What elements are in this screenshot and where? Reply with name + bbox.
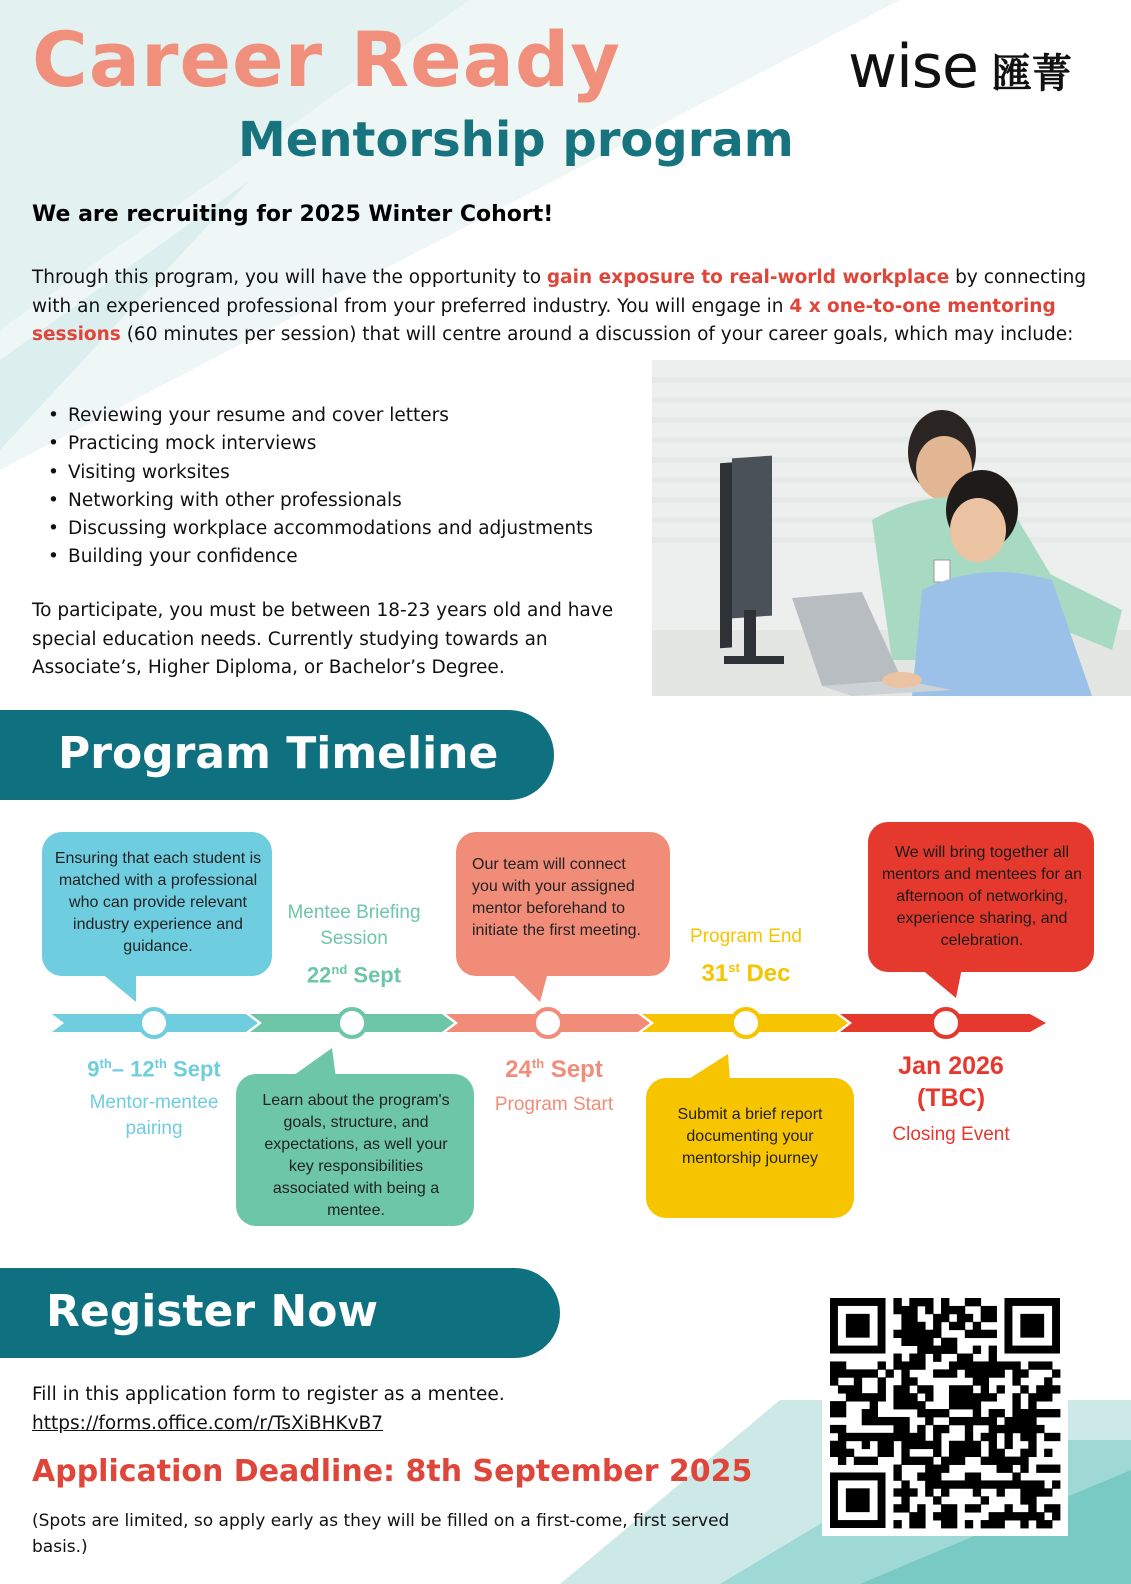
qr-finder-pattern [1020, 1314, 1044, 1338]
milestone-4-date [656, 960, 836, 988]
register-block [32, 1380, 505, 1438]
m1-sup-b: th [154, 1056, 167, 1071]
list-item: • Discussing workplace accommodations and adjustments [48, 515, 648, 543]
page-subtitle: Mentorship program [238, 112, 794, 168]
page-title: Career Ready [32, 15, 621, 104]
intro-paragraph [32, 264, 1102, 350]
mentoring-photo [652, 360, 1131, 696]
m3-sup: th [531, 1056, 545, 1071]
m1-month: Sept [166, 1056, 221, 1082]
milestone-4-title: Program End [690, 926, 802, 947]
registration-qr-code[interactable] [822, 1290, 1068, 1536]
milestone-5-label: Closing Event [892, 1124, 1010, 1145]
list-item: • Visiting worksites [48, 459, 648, 487]
milestone-3-date [454, 1056, 654, 1084]
milestone-marker-2 [338, 1009, 366, 1037]
m1-day-a: 9 [87, 1056, 100, 1082]
m3-day: 24 [505, 1056, 532, 1083]
milestone-2-date [254, 962, 454, 988]
milestone-5-tbc: (TBC) [916, 1084, 986, 1112]
milestone-1-date [54, 1056, 254, 1082]
intro-text: by connecting with an experienced professional from your preferred industry. You will engage in [32, 267, 1087, 317]
qr-finder-pattern [846, 1314, 870, 1338]
milestone-marker-5 [932, 1009, 960, 1037]
logo-cjk: 匯菁 [991, 51, 1072, 97]
list-item: • Networking with other professionals [48, 487, 648, 515]
register-banner [0, 1268, 560, 1358]
bubble-5-text: We will bring together all mentors and mentees for an afternoon of networking, experience sharing, and celebration. [881, 844, 1083, 949]
m2-sup: nd [331, 962, 348, 977]
bubble-2-text: Learn about the program's goals, structure, and expectations, as well your key responsibilities associated with being a mentee. [262, 1092, 450, 1219]
m2-day: 22 [306, 962, 332, 988]
milestone-marker-1 [140, 1009, 168, 1037]
milestone-1-label: Mentor-mentee pairing [89, 1092, 219, 1139]
intro-text: Through this program, you will have the opportunity to [32, 267, 547, 288]
bubble-4-text: Submit a brief report documenting your mentorship journey [677, 1106, 823, 1167]
list-item: • Reviewing your resume and cover letters [48, 402, 648, 430]
m2-month: Sept [347, 962, 402, 988]
bubble-3-text: Our team will connect you with your assigned mentor beforehand to initiate the first meeting. [472, 856, 641, 939]
recruit-heading: We are recruiting for 2025 Winter Cohort! [32, 202, 554, 227]
benefits-list [48, 402, 648, 572]
m4-day: 31 [701, 960, 729, 987]
application-deadline: Application Deadline: 8th September 2025 [32, 1454, 753, 1489]
milestone-5-date: Jan 2026 [898, 1052, 1004, 1080]
list-item: • Practicing mock interviews [48, 430, 648, 458]
bubble-1-text: Ensuring that each student is matched with a professional who can provide relevant industry experience and guidance. [54, 850, 262, 955]
program-timeline [0, 812, 1131, 1252]
register-banner-title: Register Now [46, 1286, 379, 1337]
qr-finder-pattern [846, 1488, 870, 1512]
milestone-2-title: Mentee Briefing Session [287, 902, 421, 949]
m3-month: Sept [544, 1056, 603, 1083]
list-item: • Building your confidence [48, 543, 648, 571]
wise-logo [848, 32, 1072, 102]
intro-highlight: gain exposure to real-world workplace [546, 267, 950, 288]
milestone-marker-3 [534, 1009, 562, 1037]
m4-month: Dec [739, 960, 791, 987]
eligibility-text: To participate, you must be between 18-23 years old and have special education needs. Currently studying towards an Associate’s, Higher Diploma, or Bachelor’s Degree. [32, 600, 614, 678]
m1-day-rest: – 12 [111, 1056, 155, 1082]
m1-sup-a: th [99, 1056, 112, 1071]
intro-highlight: 4 x one-to-one mentoring sessions [32, 295, 1056, 345]
timeline-banner-title: Program Timeline [58, 728, 499, 779]
spots-note: (Spots are limited, so apply early as they will be filled on a first-come, first served basis.) [32, 1511, 730, 1557]
timeline-banner [0, 710, 554, 800]
milestone-marker-4 [732, 1009, 760, 1037]
register-instruction: Fill in this application form to register as a mentee. [32, 1384, 505, 1405]
m4-sup: st [728, 960, 740, 975]
intro-text: (60 minutes per session) that will centre around a discussion of your career goals, which may include: [120, 324, 1074, 345]
milestone-3-label: Program Start [494, 1094, 614, 1115]
logo-word: wise [848, 32, 978, 102]
registration-link[interactable]: https://forms.office.com/r/TsXiBHKvB7 [32, 1413, 384, 1434]
